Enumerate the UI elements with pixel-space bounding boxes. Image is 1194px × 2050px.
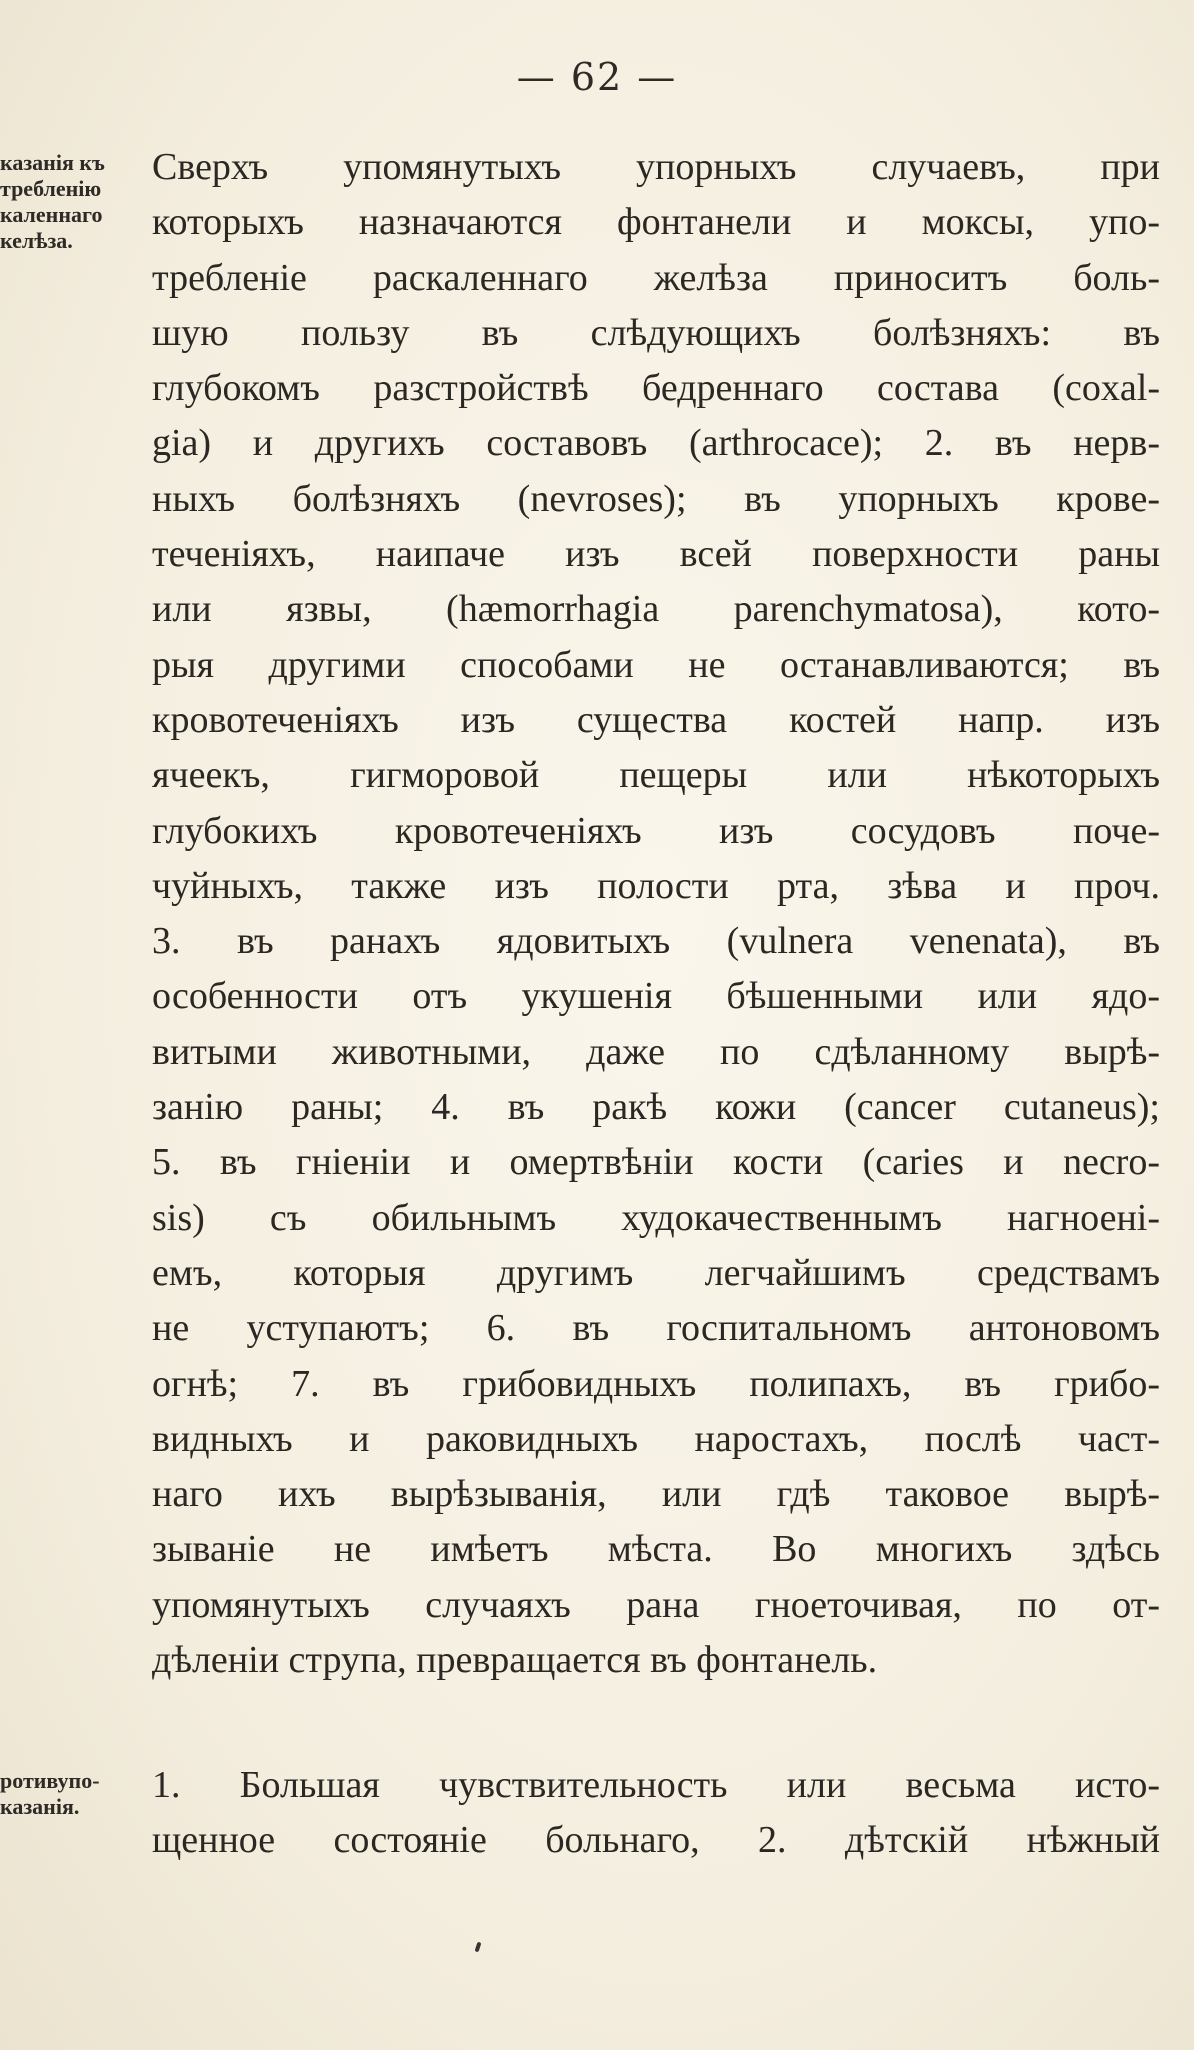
text-line: 5. въ гніеніи и омертвѣніи кости (caries и necro- [152, 1141, 1160, 1184]
text-line: дѣленіи струпа, превращается въ фонтанель. [152, 1639, 878, 1682]
text-line: особенности отъ укушенія бѣшенными или ядо- [152, 975, 1160, 1018]
text-line: теченіяхъ, наипаче изъ всей поверхности раны [152, 533, 1160, 576]
margin-note-line: келѣза. [0, 228, 73, 253]
paragraph-indications [152, 140, 1160, 1688]
paragraph-contraindications [152, 1758, 1160, 1869]
text-line: упомянутыхъ случаяхъ рана гноеточивая, по от- [152, 1583, 1160, 1626]
text-line: щенное состояніе больнаго, 2. дѣтскій нѣжный [152, 1819, 1160, 1862]
margin-note-line: каленнаго [0, 202, 103, 227]
margin-note-indications [0, 150, 150, 254]
text-line: gia) и другихъ составовъ (arthrocace); 2. въ нерв- [152, 422, 1160, 465]
text-line: огнѣ; 7. въ грибовидныхъ полипахъ, въ грибо- [152, 1362, 1160, 1405]
text-line: чуйныхъ, также изъ полости рта, зѣва и проч. [152, 864, 1160, 907]
text-line: кровотеченіяхъ изъ существа костей напр. изъ [152, 698, 1160, 741]
margin-note-contraindications [0, 1768, 150, 1820]
page-number: — 62 — [516, 55, 678, 99]
margin-note-line: ротивупо- [0, 1768, 100, 1793]
text-line: ячеекъ, гигморовой пещеры или нѣкоторыхъ [152, 754, 1160, 797]
text-line: занію раны; 4. въ ракѣ кожи (cancer cutaneus); [152, 1086, 1160, 1129]
ink-speck [475, 1942, 482, 1953]
text-line: глубокихъ кровотеченіяхъ изъ сосудовъ поче- [152, 809, 1160, 852]
text-line: Сверхъ упомянутыхъ упорныхъ случаевъ, при [152, 146, 1160, 188]
text-line: или язвы, (hæmorrhagia parenchymatosa), кото- [152, 588, 1160, 631]
text-line: которыхъ назначаются фонтанели и моксы, упо- [152, 201, 1160, 244]
text-line: видныхъ и раковидныхъ наростахъ, послѣ част- [152, 1417, 1160, 1460]
text-line: глубокомъ разстройствѣ бедреннаго состава (coxal- [152, 367, 1160, 410]
text-line: емъ, которыя другимъ легчайшимъ средствамъ [152, 1251, 1160, 1294]
text-line: рыя другими способами не останавливаются; въ [152, 643, 1160, 686]
text-line: 1. Большая чувствительность или весьма исто- [152, 1764, 1160, 1806]
text-line: зываніе не имѣетъ мѣста. Во многихъ здѣсь [152, 1528, 1160, 1571]
margin-note-line: казанія. [0, 1794, 80, 1819]
text-line: не уступаютъ; 6. въ госпитальномъ антоновомъ [152, 1307, 1160, 1350]
text-line: требленіе раскаленнаго желѣза приноситъ боль- [152, 256, 1160, 299]
text-line: ныхъ болѣзняхъ (nevroses); въ упорныхъ крове- [152, 477, 1160, 520]
text-line: витыми животными, даже по сдѣланному вырѣ- [152, 1030, 1160, 1073]
text-line: 3. въ ранахъ ядовитыхъ (vulnera venenata), въ [152, 920, 1160, 963]
margin-note-line: требленію [0, 176, 102, 201]
text-line: наго ихъ вырѣзыванія, или гдѣ таковое вырѣ- [152, 1473, 1160, 1516]
text-line: шую пользу въ слѣдующихъ болѣзняхъ: въ [152, 311, 1160, 354]
margin-note-line: казанія къ [0, 150, 105, 175]
text-line: sis) съ обильнымъ худокачественнымъ нагноені- [152, 1196, 1160, 1239]
